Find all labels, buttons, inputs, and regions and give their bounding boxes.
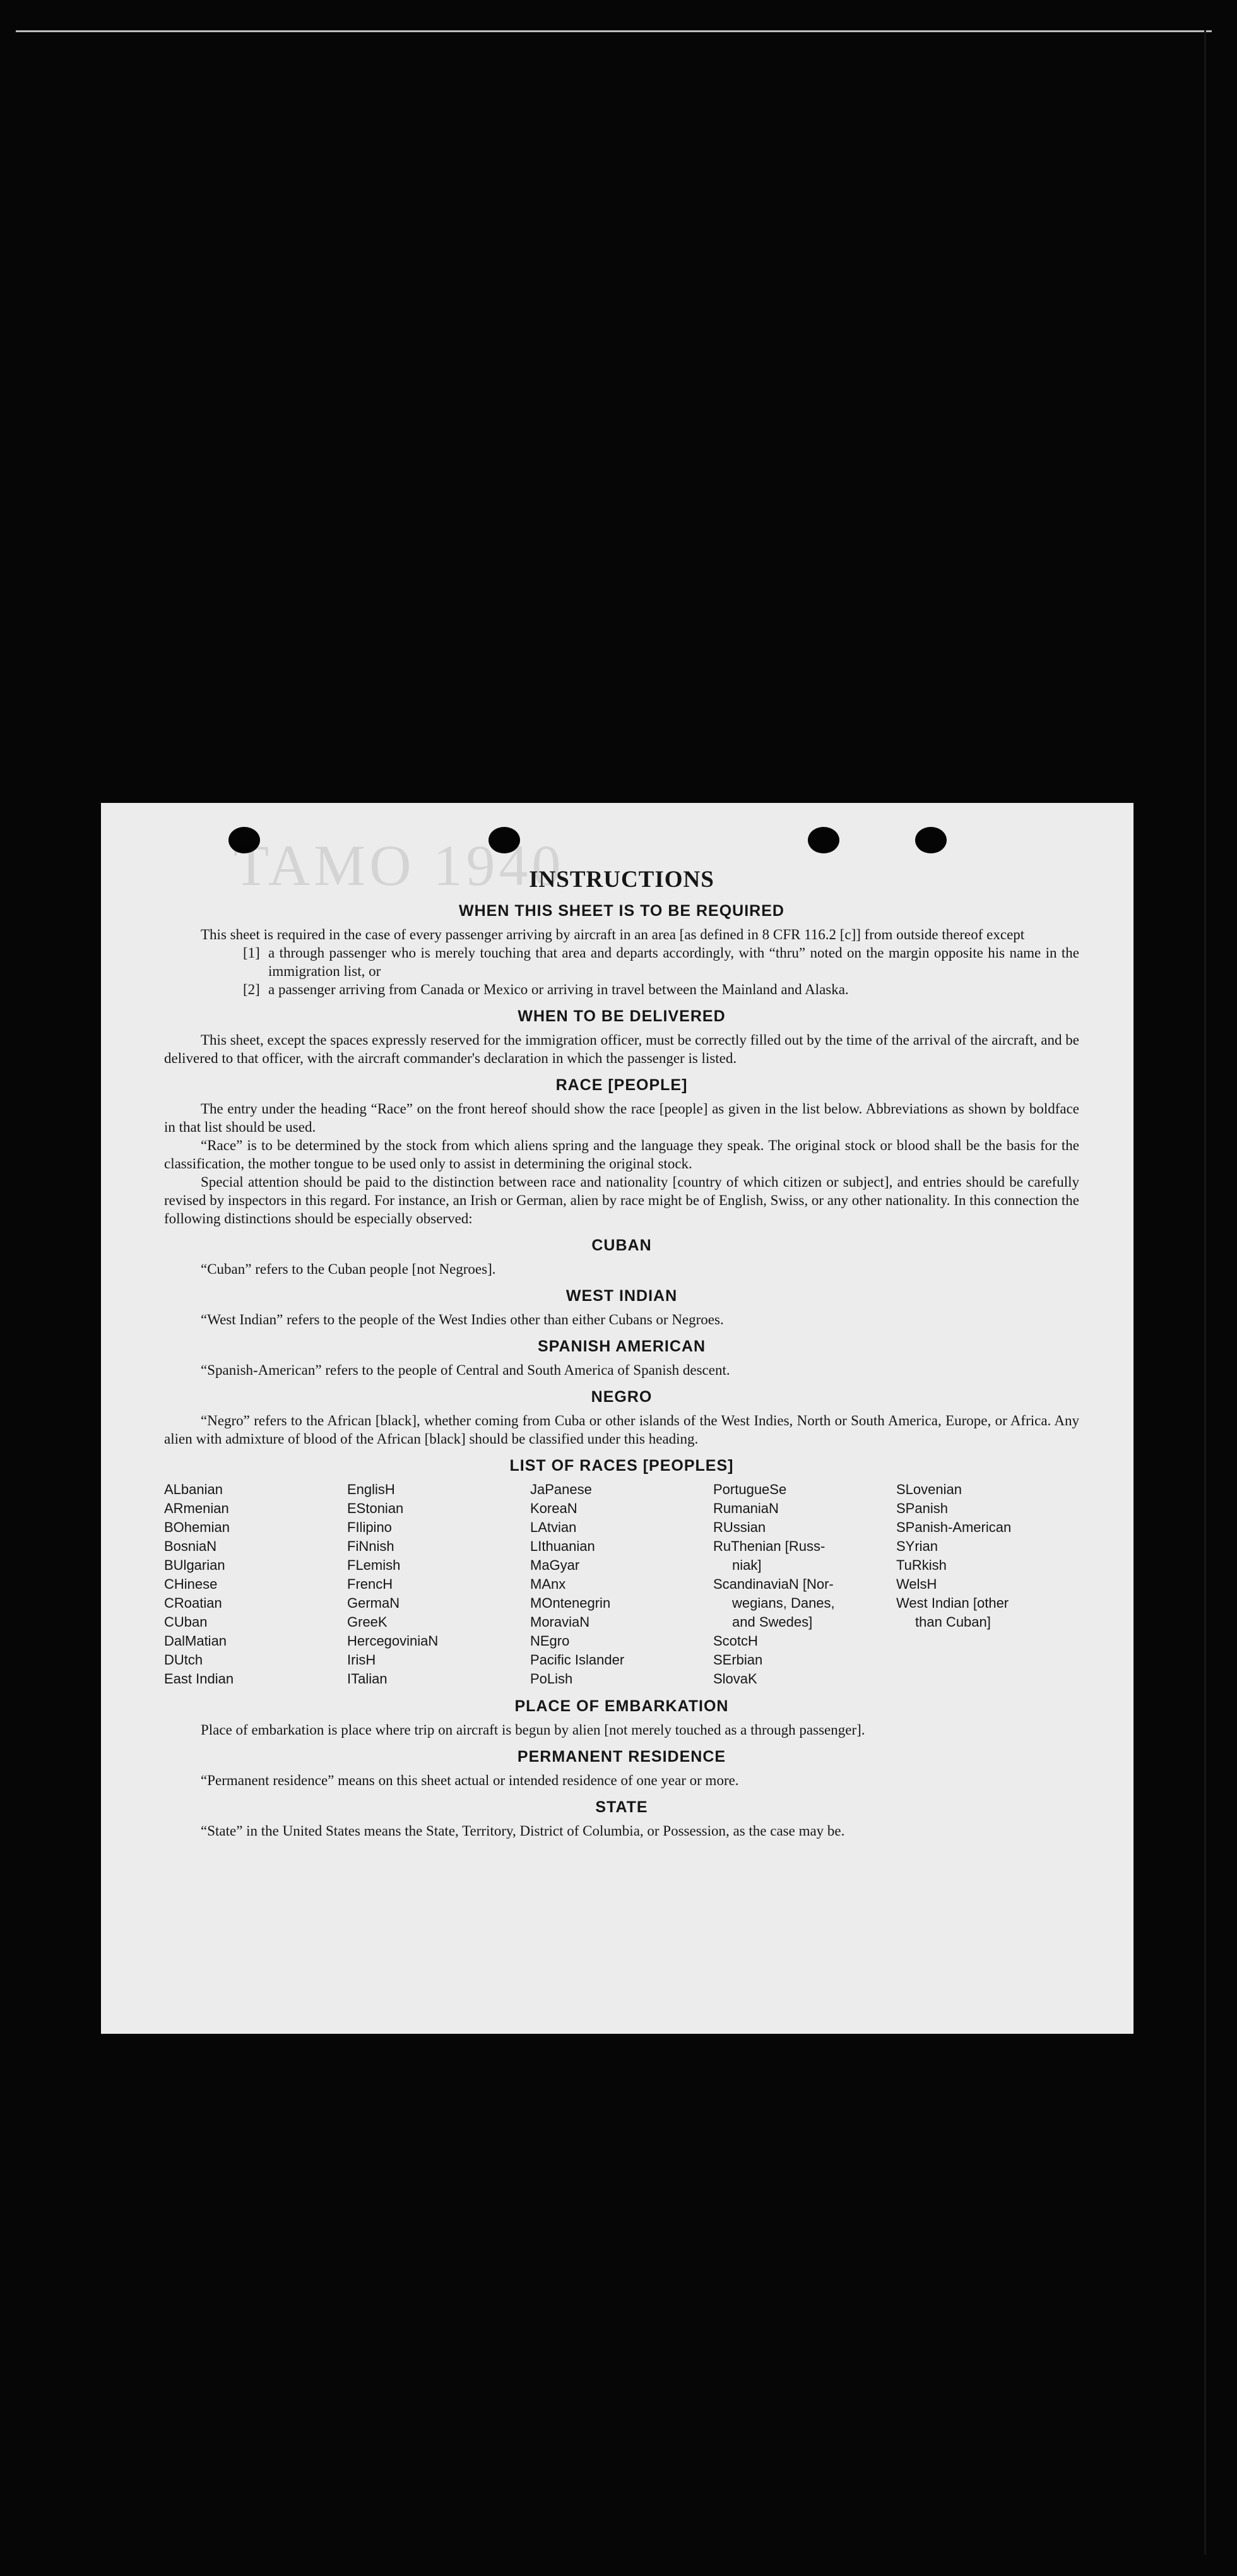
race-entry: RUssian: [713, 1519, 766, 1535]
item-number: [1]: [243, 945, 260, 961]
race-entry: PoLish: [530, 1671, 573, 1687]
race-entry: CRoatian: [164, 1595, 222, 1611]
section-heading-residence: PERMANENT RESIDENCE: [517, 1748, 726, 1766]
race-entry: CHinese: [164, 1576, 218, 1592]
paragraph-residence: “Permanent residence” means on this sheet actual or intended residence of one year or more.: [201, 1772, 739, 1788]
race-entry: MoraviaN: [530, 1614, 590, 1630]
race-entry: ALbanian: [164, 1481, 223, 1497]
race-entry: CUban: [164, 1614, 208, 1630]
item-number: [2]: [243, 982, 260, 997]
section-heading-west-indian: WEST INDIAN: [565, 1287, 678, 1305]
race-entry: niak]: [732, 1557, 762, 1573]
paragraph-race: “Race” is to be determined by the stock from which aliens spring and the language they speak. The original stock or blood shall be the basis for the classification, the mother tongue to be used only to assist in determining the original stock.: [164, 1137, 1079, 1172]
race-column: [713, 1480, 896, 1689]
punch-hole: [808, 827, 839, 853]
race-entry: MaGyar: [530, 1557, 580, 1573]
race-entry: LAtvian: [530, 1519, 577, 1535]
faded-stamp: TAMO 1940: [234, 833, 565, 898]
race-entry: IrisH: [347, 1652, 376, 1668]
section-heading-when-required: WHEN THIS SHEET IS TO BE REQUIRED: [459, 902, 784, 920]
race-entry: KoreaN: [530, 1500, 577, 1516]
paragraph-negro: “Negro” refers to the African [black], whether coming from Cuba or other islands of the West Indies, North or South America, Europe, or Africa. Any alien with admixture of blood of the African [black] should be classified under this heading.: [164, 1413, 1079, 1447]
race-entry: SPanish: [896, 1500, 948, 1516]
section-heading-list-of-races: LIST OF RACES [PEOPLES]: [509, 1457, 734, 1475]
race-column: [164, 1480, 347, 1689]
paragraph-when-delivered: This sheet, except the spaces expressly reserved for the immigration officer, must be correctly filled out by the time of the arrival of the aircraft, and be delivered to that officer, with the aircraft commander's declaration in which the passenger is listed.: [164, 1032, 1079, 1066]
race-entry: DalMatian: [164, 1633, 227, 1649]
race-entry: DUtch: [164, 1652, 203, 1668]
scan-right-border: [1204, 30, 1206, 2555]
paragraph-embarkation: Place of embarkation is place where trip on aircraft is begun by alien [not merely touched as a through passenger].: [201, 1722, 865, 1738]
section-heading-cuban: CUBAN: [591, 1237, 652, 1254]
race-entry: MOntenegrin: [530, 1595, 611, 1611]
race-entry: SlovaK: [713, 1671, 757, 1687]
race-entry: FrencH: [347, 1576, 393, 1592]
race-entry: ScandinaviaN [Nor-: [713, 1576, 834, 1592]
sheet-content: [164, 866, 1079, 1840]
paragraph-when-required: This sheet is required in the case of every passenger arriving by aircraft in an area [as defined in 8 CFR 116.2 [c]] from outside thereof except: [201, 927, 1025, 942]
section-heading-when-delivered: WHEN TO BE DELIVERED: [518, 1007, 726, 1025]
race-column: [347, 1480, 530, 1689]
race-entry: EnglisH: [347, 1481, 395, 1497]
race-entry: LIthuanian: [530, 1538, 595, 1554]
race-entry: WelsH: [896, 1576, 937, 1592]
race-entry: and Swedes]: [732, 1614, 813, 1630]
section-heading-embarkation: PLACE OF EMBARKATION: [514, 1697, 729, 1715]
paragraph-spanish-american: “Spanish-American” refers to the people of Central and South America of Spanish descent.: [201, 1362, 730, 1378]
item-text: a through passenger who is merely touching that area and departs accordingly, with “thru” noted on the margin opposite his name in the immigration list, or: [268, 945, 1079, 979]
race-entry: EStonian: [347, 1500, 404, 1516]
race-column: [530, 1480, 713, 1689]
race-entry: ITalian: [347, 1671, 388, 1687]
race-entry: NEgro: [530, 1633, 570, 1649]
race-entry: BOhemian: [164, 1519, 230, 1535]
race-entry: FLemish: [347, 1557, 401, 1573]
race-entry: BosniaN: [164, 1538, 217, 1554]
race-entry: SPanish-American: [896, 1519, 1012, 1535]
item-text: a passenger arriving from Canada or Mexico or arriving in travel between the Mainland and Alaska.: [268, 982, 849, 997]
race-entry: RuThenian [Russ-: [713, 1538, 826, 1554]
race-entry: ScotcH: [713, 1633, 758, 1649]
race-entry: East Indian: [164, 1671, 234, 1687]
paragraph-west-indian: “West Indian” refers to the people of the West Indies other than either Cubans or Negroes.: [201, 1312, 724, 1327]
race-entry: HercegoviniaN: [347, 1633, 439, 1649]
punch-hole: [915, 827, 947, 853]
exception-item: [164, 980, 1079, 999]
section-heading-state: STATE: [595, 1798, 648, 1816]
race-entry: Pacific Islander: [530, 1652, 625, 1668]
exception-item: [164, 944, 1079, 980]
race-entry: SLovenian: [896, 1481, 962, 1497]
paragraph-cuban: “Cuban” refers to the Cuban people [not Negroes].: [201, 1261, 496, 1277]
race-entry: FiNnish: [347, 1538, 394, 1554]
section-heading-spanish-american: SPANISH AMERICAN: [537, 1338, 706, 1355]
section-heading-race: RACE [PEOPLE]: [555, 1076, 688, 1094]
race-entry: West Indian [other: [896, 1595, 1009, 1611]
race-entry: TuRkish: [896, 1557, 947, 1573]
race-list: [164, 1480, 1079, 1689]
paragraph-state: “State” in the United States means the State, Territory, District of Columbia, or Possession, as the case may be.: [201, 1823, 845, 1839]
race-entry: PortugueSe: [713, 1481, 787, 1497]
race-entry: BUlgarian: [164, 1557, 225, 1573]
race-entry: MAnx: [530, 1576, 566, 1592]
paragraph-race: Special attention should be paid to the distinction between race and nationality [country of which citizen or subject], and entries should be carefully revised by inspectors in this regard. For instance, an Irish or German, alien by race might be of English, Swiss, or any other nationality. In this connection the following distinctions should be especially observed:: [164, 1174, 1079, 1226]
race-entry: JaPanese: [530, 1481, 592, 1497]
race-entry: SYrian: [896, 1538, 938, 1554]
race-entry: wegians, Danes,: [732, 1595, 835, 1611]
race-entry: FIlipino: [347, 1519, 392, 1535]
section-heading-negro: NEGRO: [591, 1388, 653, 1406]
race-entry: than Cuban]: [915, 1614, 991, 1630]
race-entry: SErbian: [713, 1652, 763, 1668]
scan-top-border: [16, 30, 1212, 32]
instruction-sheet: [101, 803, 1133, 2034]
paragraph-race: The entry under the heading “Race” on the front hereof should show the race [people] as given in the list below. Abbreviations as shown by boldface in that list should be used.: [164, 1101, 1079, 1135]
race-column: [896, 1480, 1079, 1689]
page-title: INSTRUCTIONS: [529, 867, 714, 893]
race-entry: GermaN: [347, 1595, 400, 1611]
race-entry: RumaniaN: [713, 1500, 779, 1516]
race-entry: ARmenian: [164, 1500, 229, 1516]
race-entry: GreeK: [347, 1614, 388, 1630]
